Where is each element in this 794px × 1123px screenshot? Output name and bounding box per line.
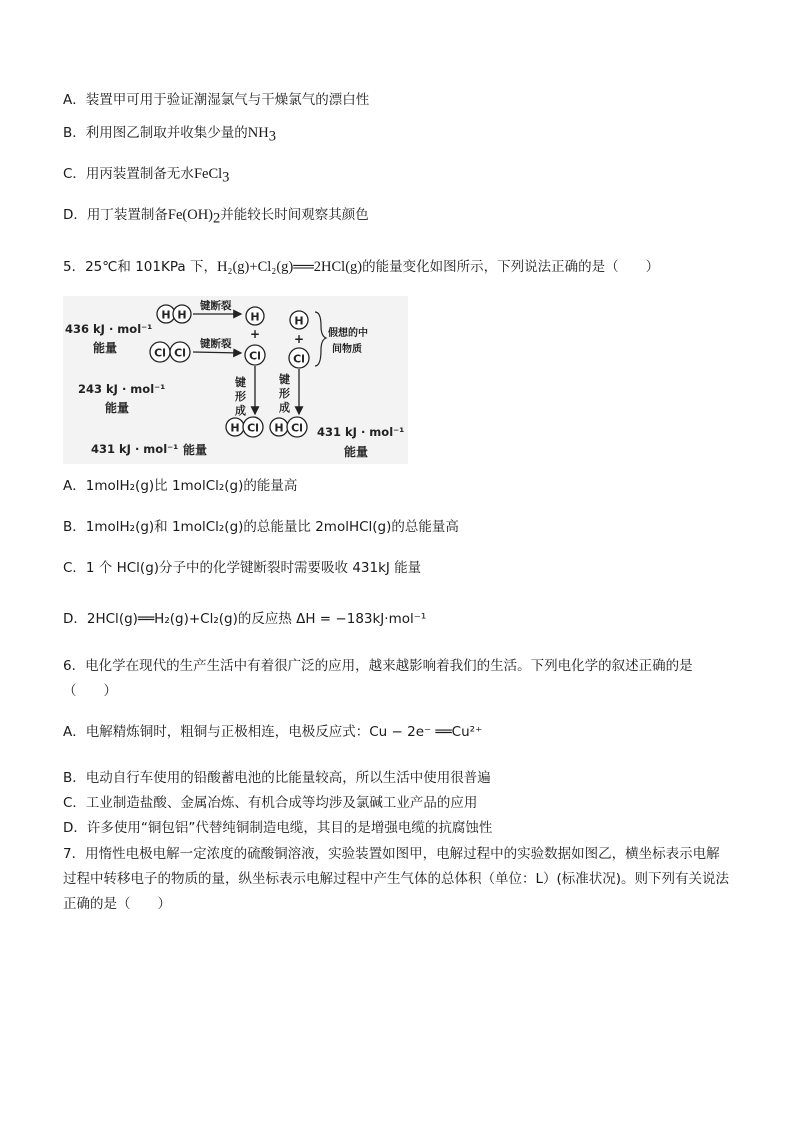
intermediate-label: 假想的中 — [328, 328, 368, 339]
q6-option-d: D．许多使用“铜包铝”代替纯铜制造电缆，其目的是增强电缆的抗腐蚀性 — [63, 820, 493, 836]
svg-text:形: 形 — [279, 387, 290, 400]
bond-form-char: 成 — [235, 404, 246, 417]
svg-text:Cl: Cl — [247, 421, 259, 435]
svg-text:H: H — [294, 314, 304, 328]
q7-stem: 7．用惰性电极电解一定浓度的硫酸铜溶液，实验装置如图甲，电解过程中的实验数据如图乙，横坐标表示电解过程中转移电子的物质的量，纵坐标表示电解过程中产生气体的总体积（单位：L）(标准状况)。则下列有关说法正确的是（ ） — [63, 846, 730, 912]
hcl-energy-label-right: 431 kJ · mol⁻¹ — [317, 425, 405, 439]
svg-text:Cl: Cl — [154, 346, 166, 360]
energy-word: 能量 — [93, 341, 118, 355]
svg-text:H: H — [274, 421, 284, 435]
q4-option-b: B．利用图乙制取并收集少量的$NH_3$ — [63, 125, 276, 145]
svg-text:键: 键 — [279, 373, 290, 386]
h2-energy-label: 436 kJ · mol⁻¹ — [65, 322, 153, 336]
q5-option-d: D．2HCl(g)══H₂(g)+Cl₂(g)的反应热 ΔH = −183kJ·mol⁻¹ — [63, 611, 427, 627]
q5-stem: 5．25℃和 101KPa 下，H₂(g)+Cl₂(g)══2HCl(g)的能量变化如图所示，下列说法正确的是（ ） — [63, 259, 660, 275]
bond-form-char: 形 — [235, 390, 246, 403]
cl2-energy-label: 243 kJ · mol⁻¹ — [78, 382, 166, 396]
q4-option-a: A．装置甲可用于验证潮湿氯气与干燥氯气的漂白性 — [63, 92, 370, 108]
svg-text:Cl: Cl — [174, 346, 186, 360]
bond-break-label: 键断裂 — [200, 300, 232, 312]
bond-form-char: 键 — [235, 376, 246, 389]
svg-text:+: + — [293, 332, 305, 346]
bond-break-label: 键断裂 — [200, 338, 232, 350]
intermediate-label: 间物质 — [332, 344, 362, 355]
h-atom-label: H — [161, 308, 171, 322]
svg-text:Cl: Cl — [293, 352, 305, 366]
h-atom-label: H — [177, 308, 187, 322]
energy-word: 能量 — [105, 401, 130, 415]
q5-option-c: C．1 个 HCl(g)分子中的化学键断裂时需要吸收 431kJ 能量 — [63, 560, 422, 576]
q6-stem-paren: （ ） — [63, 683, 117, 699]
svg-text:H: H — [230, 421, 240, 435]
h-atom: H — [250, 310, 260, 324]
q6-stem: 6．电化学在现代的生产生活中有着很广泛的应用，越来越影响着我们的生活。下列电化学的叙述正确的是 — [63, 658, 693, 674]
q6-option-c: C．工业制造盐酸、金属冶炼、有机合成等均涉及氯碱工业产品的应用 — [63, 795, 478, 811]
q6-option-b: B．电动自行车使用的铅酸蓄电池的比能量较高，所以生活中使用很普遍 — [63, 770, 491, 786]
q5-option-a: A．1molH₂(g)比 1molCl₂(g)的能量高 — [63, 478, 298, 494]
q5-option-b: B．1molH₂(g)和 1molCl₂(g)的总能量比 2molHCl(g)的总能量高 — [63, 519, 459, 535]
q4-option-d: D．用丁装置制备$Fe(OH)_2$并能较长时间观察其颜色 — [63, 207, 369, 227]
svg-text:Cl: Cl — [291, 421, 303, 435]
hcl-energy-label-left: 431 kJ · mol⁻¹ — [91, 442, 179, 456]
cl-atom: Cl — [249, 349, 261, 363]
energy-word: 能量 — [344, 445, 369, 459]
q6-option-a: A．电解精炼铜时，粗铜与正极相连，电极反应式：Cu − 2e⁻ ══Cu²⁺ — [63, 724, 483, 740]
energy-word: 能量 — [183, 443, 208, 457]
energy-diagram — [63, 296, 408, 464]
plus-sign: + — [249, 327, 261, 341]
svg-text:成: 成 — [279, 401, 290, 414]
q4-option-c: C．用丙装置制备无水FeCl$_3$ — [63, 166, 230, 186]
